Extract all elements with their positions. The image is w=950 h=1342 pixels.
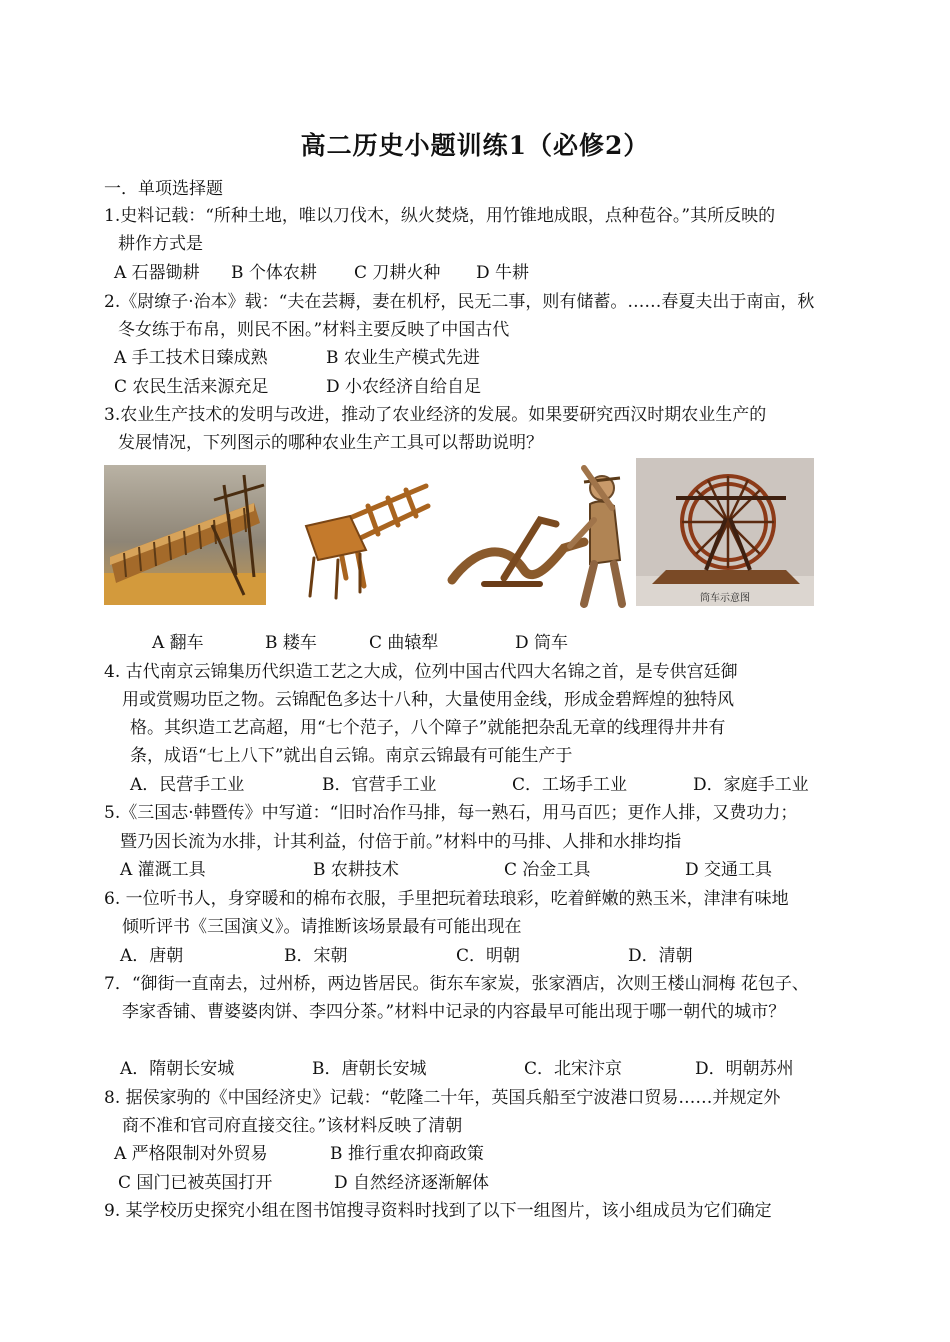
q2-option-b: B 农业生产模式先进: [326, 348, 480, 368]
q8-text-line1: 8. 据侯家驹的《中国经济史》记载：“乾隆二十年，英国兵船至宁波港口贸易……并规定外: [104, 1088, 781, 1108]
q6-option-a: A．唐朝: [120, 946, 184, 966]
q7-text-line1: 7．“御街一直南去，过州桥，两边皆居民。街东车家炭，张家酒店，次则王楼山洞梅 花包子、: [104, 974, 809, 994]
q3-option-d: D 筒车: [515, 633, 569, 653]
q1-option-c: C 刀耕火种: [354, 263, 441, 283]
q5-option-b: B 农耕技术: [313, 860, 399, 880]
q3-text-line1: 3.农业生产技术的发明与改进，推动了农业经济的发展。如果要研究西汉时期农业生产的: [104, 405, 767, 425]
q7-option-c: C．北宋汴京: [524, 1059, 623, 1079]
q9-text-line1: 9. 某学校历史探究小组在图书馆搜寻资料时找到了以下一组图片，该小组成员为它们确定: [104, 1201, 772, 1221]
q8-option-a: A 严格限制对外贸易: [114, 1144, 268, 1164]
q3-option-b: B 耧车: [265, 633, 317, 653]
q1-text-line2: 耕作方式是: [118, 234, 203, 254]
q8-option-c: C 国门已被英国打开: [118, 1173, 273, 1193]
q7-options: [120, 1058, 794, 1080]
q4-option-d: D．家庭手工业: [693, 775, 809, 795]
q6-text-line1: 6. 一位听书人，身穿暖和的棉布衣服，手里把玩着珐琅彩，吃着鲜嫩的熟玉米，津津有味地: [104, 889, 789, 909]
q5-text-line1: 5.《三国志·韩暨传》中写道：“旧时冶作马排，每一熟石，用马百匹；更作人排，又费功力；: [104, 803, 798, 823]
q6-text-line2: 倾听评书《三国演义》。请推断该场景最有可能出现在: [122, 917, 522, 937]
q1-option-d: D 牛耕: [476, 263, 530, 283]
q4-option-b: B．官营手工业: [322, 775, 437, 795]
q5-option-d: D 交通工具: [685, 860, 773, 880]
q4-option-a: A．民营手工业: [130, 775, 245, 795]
q4-text-line4: 条，成语“七上八下”就出自云锦。南京云锦最有可能生产于: [130, 746, 573, 766]
q2-text-line1: 2.《尉缭子·治本》载：“夫在芸耨，妻在机杼，民无二事，则有储蓄。……春夏夫出于南亩，秋: [104, 292, 815, 312]
q1-text-line1: 1.史料记载：“所种土地，唯以刀伐木，纵火焚烧，用竹锥地成眼，点种苞谷。”其所反映的: [104, 206, 776, 226]
q2-options-row2: [114, 376, 482, 398]
q8-text-line2: 商不准和官司府直接交往。”该材料反映了清朝: [122, 1116, 463, 1136]
q8-option-b: B 推行重农抑商政策: [330, 1144, 484, 1164]
tongche-image: [636, 458, 814, 606]
q7-text-line2: 李家香铺、曹婆婆肉饼、李四分茶。”材料中记录的内容最早可能出现于哪一朝代的城市？: [122, 1002, 786, 1022]
q2-option-a: A 手工技术日臻成熟: [114, 348, 268, 368]
q2-options-row1: [114, 347, 480, 369]
q6-option-d: D．清朝: [628, 946, 693, 966]
q7-option-a: A．隋朝长安城: [120, 1059, 235, 1079]
louche-image: [278, 468, 438, 608]
q5-option-a: A 灌溉工具: [120, 860, 206, 880]
q5-text-line2: 暨乃因长流为水排，计其利益，付倍于前。”材料中的马排、人排和水排均指: [120, 832, 682, 852]
q5-options: [120, 859, 773, 881]
q2-text-line2: 冬女练于布帛，则民不困。”材料主要反映了中国古代: [118, 320, 510, 340]
q5-option-c: C 冶金工具: [504, 860, 591, 880]
q1-option-a: A 石器锄耕: [114, 263, 200, 283]
q7-option-b: B．唐朝长安城: [312, 1059, 427, 1079]
q3-option-c: C 曲辕犁: [369, 633, 439, 653]
quyuanli-image: [444, 460, 630, 608]
q4-options: [130, 774, 809, 796]
q3-text-line2: 发展情况，下列图示的哪种农业生产工具可以帮助说明？: [118, 433, 543, 453]
q4-text-line2: 用或赏赐功臣之物。云锦配色多达十八种，大量使用金线，形成金碧辉煌的独特风: [122, 690, 734, 710]
q4-option-c: C．工场手工业: [512, 775, 628, 795]
q7-option-d: D．明朝苏州: [695, 1059, 794, 1079]
tongche-caption: 筒车示意图: [700, 593, 750, 604]
q2-option-c: C 农民生活来源充足: [114, 377, 269, 397]
page-title: 高二历史小题训练1（必修2）: [300, 131, 650, 160]
section-heading: 一．单项选择题: [104, 179, 223, 199]
q4-text-line3: 格。其织造工艺高超，用“七个范子，八个障子”就能把杂乱无章的线理得井井有: [130, 718, 726, 738]
q6-option-c: C．明朝: [456, 946, 521, 966]
q6-options: [120, 945, 693, 967]
q8-options-row2: [118, 1172, 490, 1194]
q8-option-d: D 自然经济逐渐解体: [334, 1173, 490, 1193]
q2-option-d: D 小农经济自给自足: [326, 377, 482, 397]
q3-options: [152, 632, 569, 654]
q6-option-b: B．宋朝: [284, 946, 348, 966]
q4-text-line1: 4. 古代南京云锦集历代织造工艺之大成，位列中国古代四大名锦之首，是专供宫廷御: [104, 662, 738, 682]
q1-options: [114, 262, 530, 284]
q3-option-a: A 翻车: [152, 633, 204, 653]
q8-options-row1: [114, 1143, 484, 1165]
fanche-image: [104, 465, 266, 605]
q1-option-b: B 个体农耕: [231, 263, 317, 283]
